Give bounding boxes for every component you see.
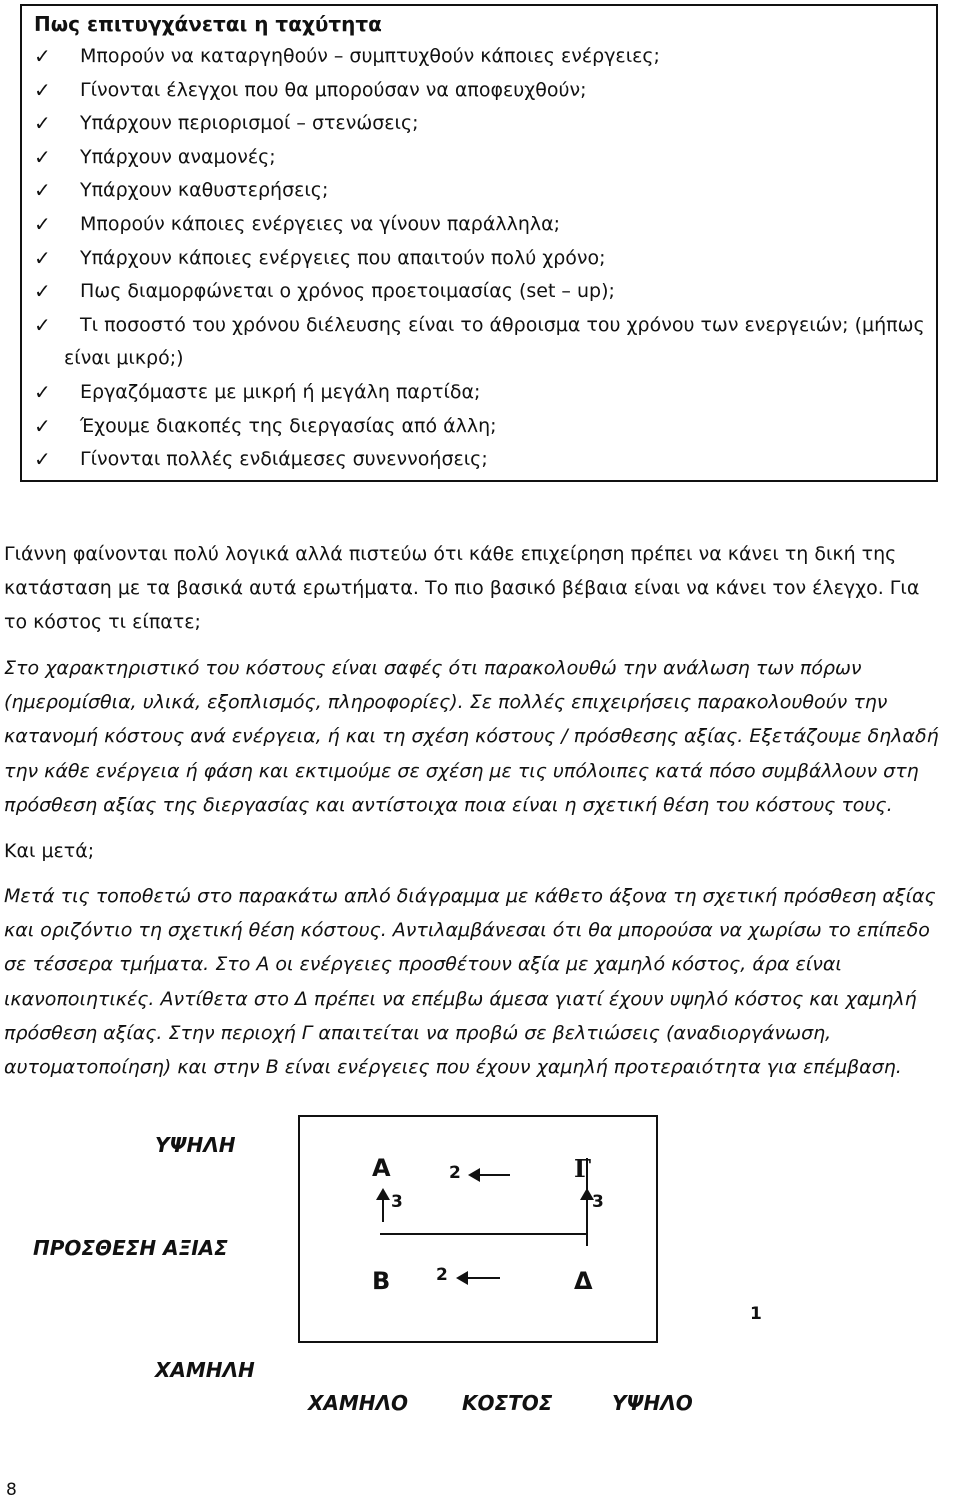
quadrant-a-number-below: 3 <box>391 1192 403 1212</box>
box-title: Πως επιτυγχάνεται η ταχύτητα <box>34 12 382 36</box>
checkmark-icon: ✓ <box>34 379 51 404</box>
check-item <box>22 443 925 477</box>
check-list <box>22 40 925 477</box>
quadrant-frame <box>298 1115 658 1343</box>
paragraph-question: Και μετά; <box>4 840 95 862</box>
check-item <box>22 208 925 242</box>
checkmark-icon: ✓ <box>34 312 51 337</box>
paragraph-diagram-explanation: Μετά τις τοποθετώ στο παρακάτω απλό διάγραμμα με κάθετο άξονα τη σχετική πρόσθεση αξίας και οριζόντιο τη σχετική θέση κόστους. Αντιλαμβάνεσαι ότι θα μπορούσα να χωρίσω το επίπεδο σε τέσσερα τμήματα. Στο Α οι ενέργειες προσθέτουν αξία με χαμηλό κόστος, άρα είναι ικανοποιητικές. Αντίθετα στο Δ πρέπει να επέμβω άμεσα γιατί έχουν υψηλό κόστος και χαμηλή πρόσθεση αξίας. Στην περιοχή Γ απαιτείται να προβώ σε βελτιώσεις (αναδιοργάνωση, αυτοματοποίηση) και στην Β είναι ενέργειες που έχουν χαμηλή προτεραιότητα για επέμβαση. <box>4 885 936 1079</box>
checkmark-icon: ✓ <box>34 77 51 102</box>
y-axis-low-label: ΧΑΜΗΛΗ <box>155 1358 255 1382</box>
check-item-text: Υπάρχουν κάποιες ενέργειες που απαιτούν πολύ χρόνο; <box>80 246 606 269</box>
checkmark-icon: ✓ <box>34 279 51 304</box>
check-item <box>22 242 925 276</box>
checklist-box <box>20 4 938 482</box>
checkmark-icon: ✓ <box>34 144 51 169</box>
paragraph-cost: Στο χαρακτηριστικό του κόστους είναι σαφές ότι παρακολουθώ την ανάλωση των πόρων (ημερομίσθια, υλικά, εξοπλισμός, πληροφορίες). Σε πολλές επιχειρήσεις παρακολουθούν την κατανομή κόστους ανά ενέργεια, ή και τη σχέση κόστους / πρόσθεσης αξίας. Εξετάζουμε δηλαδή την κάθε ενέργεια ή φάση και εκτιμούμε σε σχέση με τις υπόλοιπες κατά πόσο συμβάλλουν στη πρόσθεση αξίας της διεργασίας και αντίστοιχα ποια είναι η σχετική θέση του κόστους τους. <box>4 657 939 816</box>
check-item-text: Υπάρχουν περιορισμοί – στενώσεις; <box>80 112 419 135</box>
paragraph-answer: Γιάννη φαίνονται πολύ λογικά αλλά πιστεύω ότι κάθε επιχείρηση πρέπει να κάνει τη δική της κατάσταση με τα βασικά αυτά ερωτήματα. Το πιο βασικό βέβαια είναι να κάνει τον έλεγχο. Για το κόστος τι είπατε; <box>4 543 920 634</box>
outside-number: 1 <box>750 1304 762 1324</box>
check-item <box>22 107 925 141</box>
check-item <box>22 376 925 410</box>
check-item-text: Μπορούν κάποιες ενέργειες να γίνουν παράλληλα; <box>80 212 561 235</box>
checkmark-icon: ✓ <box>34 111 51 136</box>
check-item-text: Πως διαμορφώνεται ο χρόνος προετοιμασίας (set – up); <box>80 280 615 303</box>
checkmark-icon: ✓ <box>34 447 51 472</box>
check-item-text: Γίνονται έλεγχοι που θα μπορούσαν να αποφευχθούν; <box>80 78 587 101</box>
check-item-text: Τι ποσοστό του χρόνου διέλευσης είναι το άθροισμα του χρόνου των ενεργειών; (μήπως <box>80 313 925 336</box>
check-item-text: Έχουμε διακοπές της διεργασίας από άλλη; <box>80 414 497 437</box>
arrow-up-icon <box>382 1198 384 1222</box>
quadrant-g-label: Γ <box>574 1154 592 1183</box>
check-item <box>22 275 925 309</box>
check-item-continuation <box>22 342 925 376</box>
y-axis-high-label: ΥΨΗΛΗ <box>155 1133 236 1157</box>
check-item-text: Εργαζόμαστε με μικρή ή μεγάλη παρτίδα; <box>80 380 481 403</box>
check-item <box>22 410 925 444</box>
check-item <box>22 74 925 108</box>
quadrant-b-number-right: 2 <box>436 1265 448 1285</box>
arrow-left-icon <box>478 1174 510 1176</box>
x-axis-high-label: ΥΨΗΛΟ <box>612 1391 693 1415</box>
quadrant-a-number-right: 2 <box>449 1163 461 1183</box>
page-number: 8 <box>6 1480 17 1500</box>
check-item <box>22 174 925 208</box>
check-item-text: Μπορούν να καταργηθούν – συμπτυχθούν κάποιες ενέργειες; <box>80 45 660 67</box>
checkmark-icon: ✓ <box>34 178 51 203</box>
quadrant-g-number-below: 3 <box>592 1192 604 1212</box>
x-axis-title: ΚΟΣΤΟΣ <box>462 1391 553 1415</box>
quadrant-a-label: Α <box>372 1154 391 1182</box>
check-item <box>22 309 925 343</box>
quadrant-b-label: Β <box>372 1267 391 1295</box>
x-axis-low-label: ΧΑΜΗΛΟ <box>308 1391 409 1415</box>
checkmark-icon: ✓ <box>34 211 51 236</box>
check-item-text: είναι μικρό;) <box>64 347 184 370</box>
check-item-text: Υπάρχουν καθυστερήσεις; <box>80 179 329 202</box>
quadrant-horizontal-divider <box>380 1233 588 1235</box>
y-axis-title: ΠΡΟΣΘΕΣΗ ΑΞΙΑΣ <box>33 1236 228 1260</box>
quadrant-d-label: Δ <box>574 1267 593 1295</box>
check-item-text: Υπάρχουν αναμονές; <box>80 145 276 168</box>
check-item <box>22 40 925 74</box>
check-item <box>22 141 925 175</box>
check-item-text: Γίνονται πολλές ενδιάμεσες συνεννοήσεις; <box>80 448 488 471</box>
checkmark-icon: ✓ <box>34 245 51 270</box>
checkmark-icon: ✓ <box>34 413 51 438</box>
arrow-left-icon <box>466 1277 500 1279</box>
checkmark-icon: ✓ <box>34 44 51 68</box>
